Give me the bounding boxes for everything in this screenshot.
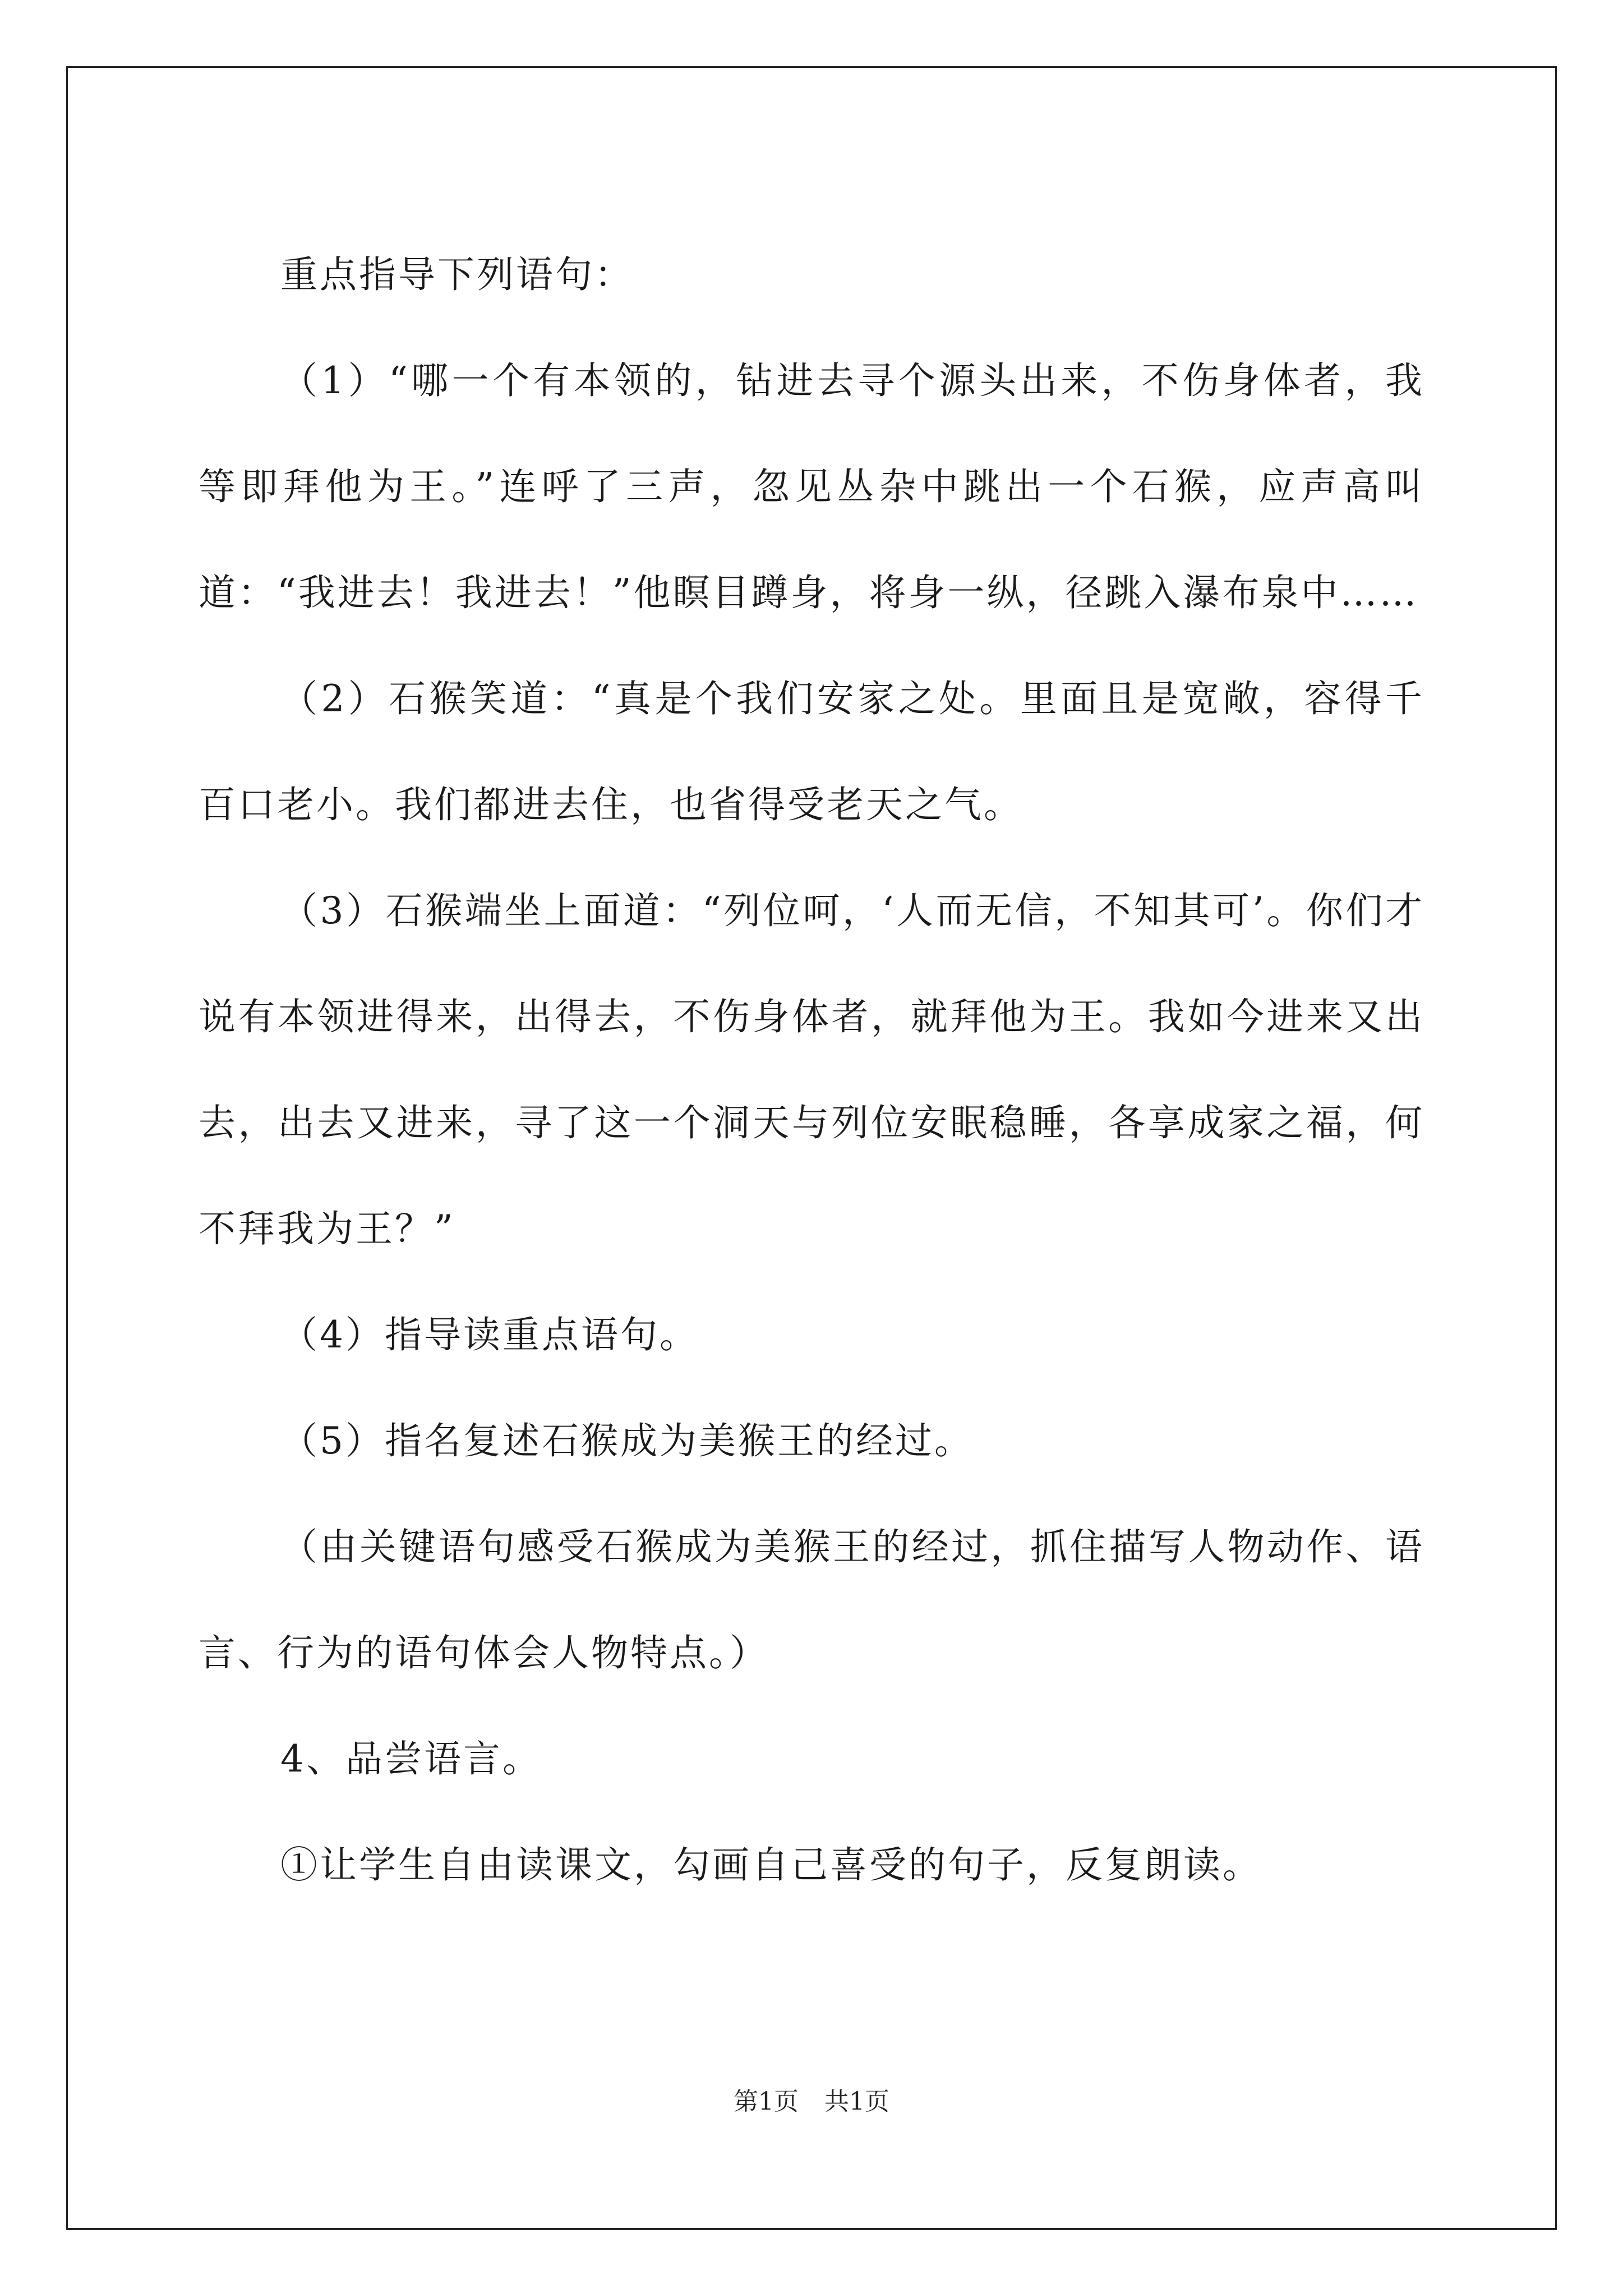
paragraph-4: （3）石猴端坐上面道：“列位呵，‘人而无信，不知其可’。你们才说有本领进得来，出得去，不伤身体者，就拜他为王。我如今进来又出去，出去又进来，寻了这一个洞天与列位安眠稳睡，各享成家之福，何不拜我为王？” bbox=[199, 889, 1424, 1250]
paragraph-8: 4、品尝语言。 bbox=[280, 1737, 542, 1780]
page-total: 共1页 bbox=[824, 2087, 889, 2116]
document-body bbox=[199, 222, 1424, 1918]
paragraph-9: ①让学生自由读课文，勾画自己喜受的句子，反复朗读。 bbox=[280, 1843, 1262, 1887]
paragraph-1: 重点指导下列语句： bbox=[280, 253, 634, 296]
paragraph-2: （1）“哪一个有本领的，钻进去寻个源头出来，不伤身体者，我等即拜他为王。”连呼了三声，忽见丛杂中跳出一个石猴，应声高叫道：“我进去！我进去！”他瞑目蹲身，将身一纵，径跳入瀑布泉中…… bbox=[199, 359, 1424, 614]
paragraph-6: （5）指名复述石猴成为美猴王的经过。 bbox=[280, 1419, 974, 1462]
paragraph-5: （4）指导读重点语句。 bbox=[280, 1313, 699, 1356]
page-footer bbox=[0, 2081, 1623, 2117]
paragraph-7: （由关键语句感受石猴成为美猴王的经过，抓住描写人物动作、语言、行为的语句体会人物特点。） bbox=[199, 1525, 1424, 1674]
page-number: 第1页 bbox=[734, 2087, 799, 2116]
paragraph-3: （2）石猴笑道：“真是个我们安家之处。里面且是宽敞，容得千百口老小。我们都进去住，也省得受老天之气。 bbox=[199, 677, 1424, 826]
